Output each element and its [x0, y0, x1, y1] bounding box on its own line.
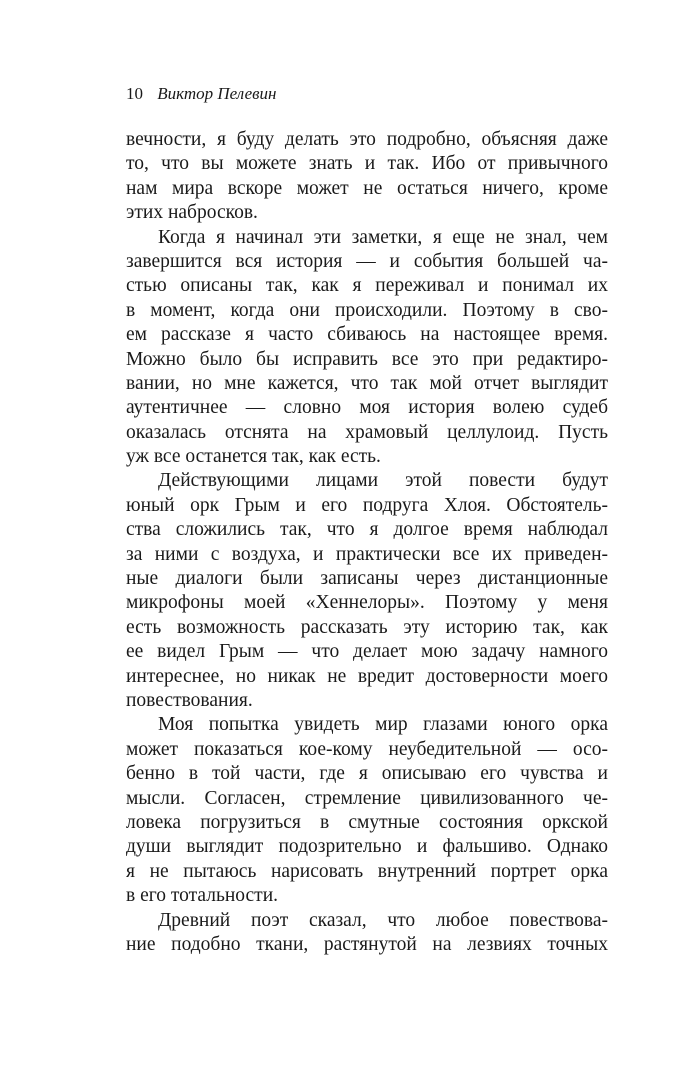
text-line: ее видел Грым — что делает мою задачу намного — [126, 641, 608, 663]
text-line: ние подобно ткани, растянутой на лезвиях точных — [126, 933, 608, 955]
text-line: в момент, когда они происходили. Поэтому в сво- — [126, 299, 608, 321]
text-line: нам мира вскоре может не остаться ничего, кроме — [126, 177, 608, 199]
text-line: микрофоны моей «Хеннелоры». Поэтому у меня — [126, 592, 608, 614]
text-line: ем рассказе я часто сбиваюсь на настоящее время. — [126, 324, 608, 346]
text-line: ства сложились так, что я долгое время наблюдал — [126, 519, 608, 541]
text-line: оказалась отснята на храмовый целлулоид. Пусть — [126, 421, 608, 443]
text-line: уж все останется так, как есть. — [126, 446, 381, 468]
text-line: этих набросков. — [126, 202, 258, 224]
text-line: вечности, я буду делать это подробно, объясняя даже — [126, 129, 608, 150]
text-line: вании, но мне кажется, что так мой отчет выглядит — [126, 372, 608, 394]
text-line: стью описаны так, как я переживал и понимал их — [126, 275, 608, 297]
text-line: за ними с воздуха, и практически все их приведен- — [126, 543, 608, 565]
text-line: в его тотальности. — [126, 885, 279, 907]
text-line: Действующими лицами этой повести будут — [158, 470, 608, 492]
running-head — [126, 84, 276, 104]
text-line: есть возможность рассказать эту историю так, как — [126, 616, 608, 638]
page-number: 10 — [126, 84, 143, 103]
text-line: души выглядит подозрительно и фальшиво. Однако — [126, 836, 608, 858]
text-line: юный орк Грым и его подруга Хлоя. Обстоятель- — [126, 494, 608, 516]
text-line: Моя попытка увидеть мир глазами юного орка — [158, 714, 608, 736]
running-title: Виктор Пелевин — [157, 84, 277, 103]
text-line: Древний поэт сказал, что любое повествова- — [158, 909, 608, 931]
text-line: Можно было бы исправить все это при редактиро- — [126, 348, 608, 370]
text-line: интереснее, но никак не вредит достоверности моего — [126, 665, 608, 687]
text-line: может показаться кое-кому неубедительной — осо- — [126, 738, 608, 760]
text-line: Когда я начинал эти заметки, я еще не знал, чем — [158, 226, 608, 248]
text-line: ные диалоги были записаны через дистанционные — [126, 568, 608, 590]
text-line: ловека погрузиться в смутные состояния оркской — [126, 811, 608, 833]
body-text — [126, 128, 608, 957]
text-line: я не пытаюсь нарисовать внутренний портрет орка — [126, 860, 608, 882]
text-line: мысли. Согласен, стремление цивилизованного че- — [126, 787, 608, 809]
text-line: завершится вся история — и события большей ча- — [126, 250, 608, 272]
text-line: то, что вы можете знать и так. Ибо от привычного — [126, 153, 608, 175]
text-line: аутентичнее — словно моя история волею судеб — [126, 397, 608, 419]
text-line: повествования. — [126, 689, 253, 711]
text-line: бенно в той части, где я описываю его чувства и — [126, 763, 608, 785]
